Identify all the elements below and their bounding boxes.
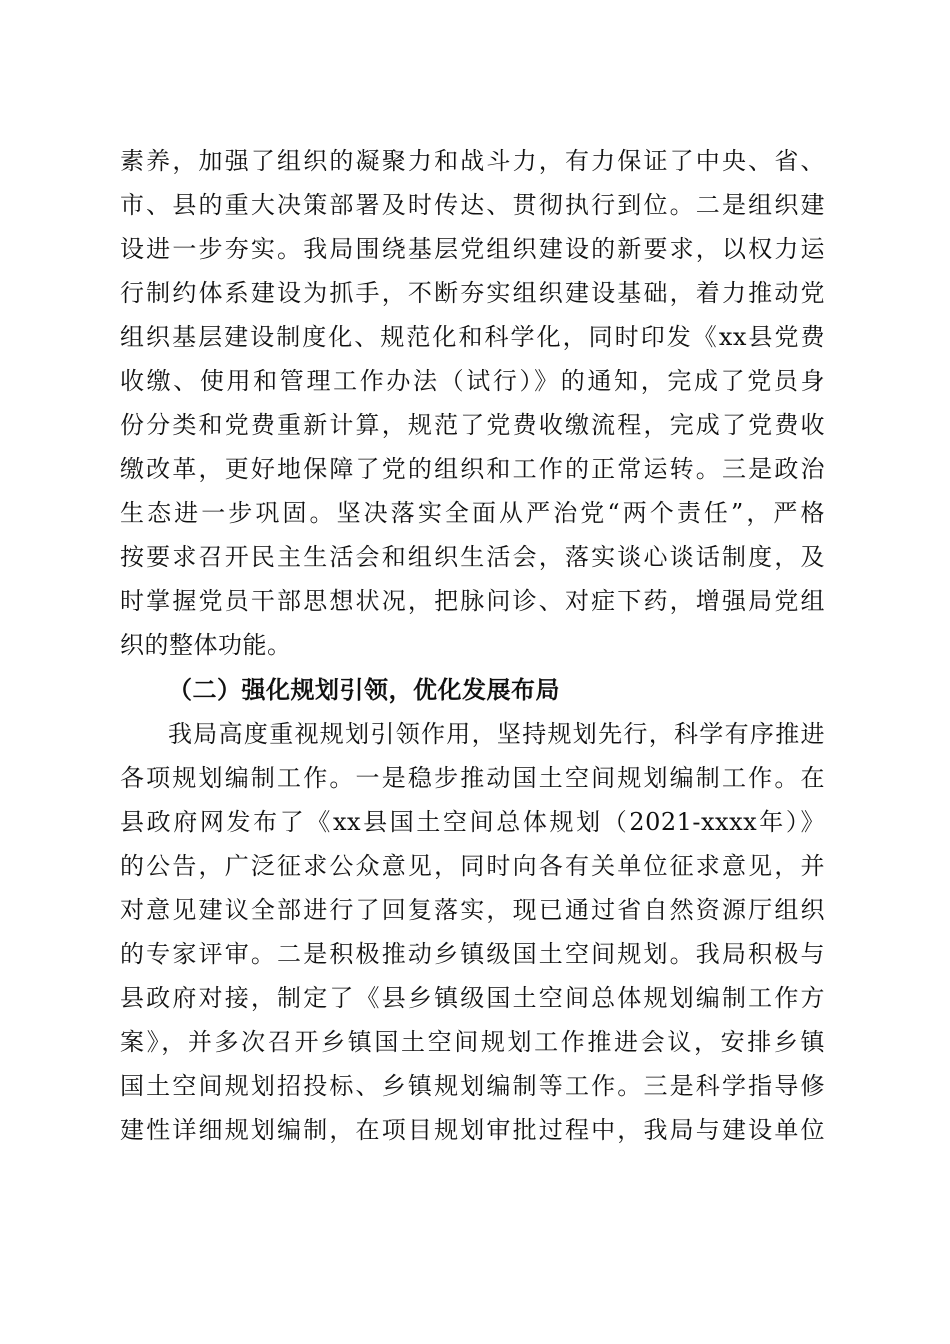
paragraph-line: 建性详细规划编制，在项目规划审批过程中，我局与建设单位 — [120, 1116, 825, 1144]
paragraph-line: 织的整体功能。 — [120, 631, 292, 659]
paragraph-line: 素养，加强了组织的凝聚力和战斗力，有力保证了中央、省、 — [120, 147, 825, 175]
paragraph-line: 县政府网发布了《xx县国土空间总体规划（2021-xxxx年）》 — [120, 808, 825, 836]
paragraph-line: 案》，并多次召开乡镇国土空间规划工作推进会议，安排乡镇 — [120, 1028, 825, 1056]
paragraph-line: 各项规划编制工作。一是稳步推动国土空间规划编制工作。在 — [120, 764, 825, 792]
paragraph-line: 时掌握党员干部思想状况，把脉问诊、对症下药，增强局党组 — [120, 587, 825, 615]
paragraph-line: 份分类和党费重新计算，规范了党费收缴流程，完成了党费收 — [120, 411, 825, 439]
paragraph-line: 国土空间规划招投标、乡镇规划编制等工作。三是科学指导修 — [120, 1072, 825, 1100]
paragraph-line: 缴改革，更好地保障了党的组织和工作的正常运转。三是政治 — [120, 455, 825, 483]
paragraph-line: 我局高度重视规划引领作用，坚持规划先行，科学有序推进 — [168, 720, 825, 748]
paragraph-line: 县政府对接，制定了《县乡镇级国土空间总体规划编制工作方 — [120, 984, 825, 1012]
paragraph-line: 设进一步夯实。我局围绕基层党组织建设的新要求，以权力运 — [120, 235, 825, 263]
paragraph-line: 市、县的重大决策部署及时传达、贯彻执行到位。二是组织建 — [120, 191, 825, 219]
section-heading: （二）强化规划引领，优化发展布局 — [168, 675, 560, 704]
paragraph-line: 行制约体系建设为抓手，不断夯实组织建设基础，着力推动党 — [120, 279, 825, 307]
paragraph-line: 收缴、使用和管理工作办法（试行）》的通知，完成了党员身 — [120, 367, 825, 395]
paragraph-line: 按要求召开民主生活会和组织生活会，落实谈心谈话制度，及 — [120, 543, 825, 571]
paragraph-line: 对意见建议全部进行了回复落实，现已通过省自然资源厅组织 — [120, 896, 825, 924]
paragraph-line: 组织基层建设制度化、规范化和科学化，同时印发《xx县党费 — [120, 323, 825, 351]
paragraph-line: 的公告，广泛征求公众意见，同时向各有关单位征求意见，并 — [120, 852, 825, 880]
paragraph-line: 生态进一步巩固。坚决落实全面从严治党“两个责任”，严格 — [120, 499, 825, 527]
paragraph-line: 的专家评审。二是积极推动乡镇级国土空间规划。我局积极与 — [120, 940, 825, 968]
